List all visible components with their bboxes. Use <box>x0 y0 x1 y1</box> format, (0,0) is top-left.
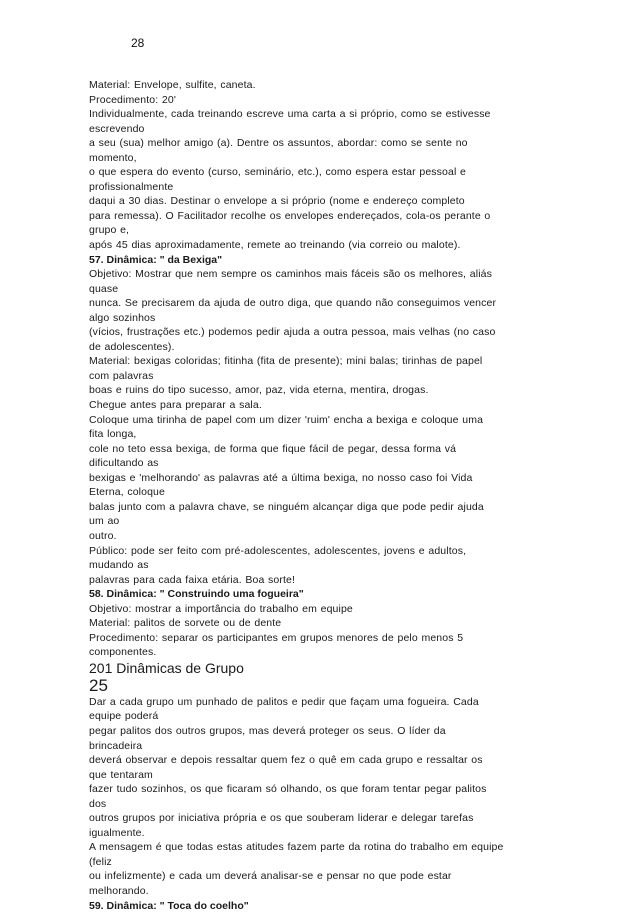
text-line: brincadeira <box>89 739 143 752</box>
text-line: Procedimento: 20' <box>89 93 176 106</box>
section-title: 59. Dinâmica: " Toca do coelho" <box>89 899 249 912</box>
text-line: daqui a 30 dias. Destinar o envelope a si próprio (nome e endereço completo <box>89 195 465 208</box>
text-line: pegar palitos dos outros grupos, mas deverá proteger os seus. O líder da <box>89 724 446 737</box>
text-line: quase <box>89 282 119 295</box>
text-line: (vícios, frustrações etc.) podemos pedir ajuda a outra pessoa, mais velhas (no caso <box>89 326 496 339</box>
document-body <box>89 78 559 913</box>
text-line: grupo e, <box>89 224 130 237</box>
section-title: 58. Dinâmica: " Construindo uma fogueira" <box>89 588 304 601</box>
text-line: Coloque uma tirinha de papel com um dizer 'ruim' encha a bexiga e coloque uma <box>89 413 484 426</box>
text-line: que tentaram <box>89 768 153 781</box>
text-line: nunca. Se precisarem da ajuda de outro diga, que quando não conseguimos vencer <box>89 297 497 310</box>
text-line: A mensagem é que todas estas atitudes fazem parte da rotina do trabalho em equipe <box>89 841 504 854</box>
text-line: equipe poderá <box>89 710 159 723</box>
text-line: a seu (sua) melhor amigo (a). Dentre os assuntos, abordar: como se sente no <box>89 137 468 150</box>
book-title-header: 201 Dinâmicas de Grupo <box>89 659 244 676</box>
text-line: componentes. <box>89 646 157 659</box>
text-line: bexigas e 'melhorando' as palavras até a última bexiga, no nosso caso foi Vida <box>89 471 473 484</box>
text-line: Procedimento: separar os participantes em grupos menores de pelo menos 5 <box>89 631 464 644</box>
text-line: Objetivo: mostrar a importância do trabalho em equipe <box>89 602 353 615</box>
text-line: igualmente. <box>89 826 145 839</box>
text-line: com palavras <box>89 369 154 382</box>
text-line: Público: pode ser feito com pré-adolescentes, adolescentes, jovens e adultos, <box>89 544 467 557</box>
text-line: Objetivo: Mostrar que nem sempre os caminhos mais fáceis são os melhores, aliás <box>89 268 493 281</box>
text-line: cole no teto essa bexiga, de forma que fique fácil de pegar, dessa forma vá <box>89 442 457 455</box>
text-line: profissionalmente <box>89 180 174 193</box>
text-line: um ao <box>89 515 120 528</box>
text-line: fita longa, <box>89 428 137 441</box>
section-title: 57. Dinâmica: " da Bexiga" <box>89 253 223 266</box>
text-line: Material: palitos de sorvete ou de dente <box>89 617 282 630</box>
text-line: momento, <box>89 151 137 164</box>
text-line: fazer tudo sozinhos, os que ficaram só olhando, os que foram tentar pegar palitos <box>89 783 487 796</box>
text-line: após 45 dias aproximadamente, remete ao treinando (via correio ou malote). <box>89 239 461 252</box>
text-line: Eterna, coloque <box>89 486 165 499</box>
text-line: o que espera do evento (curso, seminário, etc.), como espera estar pessoal e <box>89 166 467 179</box>
text-line: boas e ruins do tipo sucesso, amor, paz, vida eterna, mentira, drogas. <box>89 384 429 397</box>
text-line: algo sozinhos <box>89 311 156 324</box>
text-line: Chegue antes para preparar a sala. <box>89 399 262 412</box>
text-line: de adolescentes). <box>89 340 175 353</box>
book-page-number: 25 <box>89 675 108 695</box>
text-line: palavras para cada faixa etária. Boa sorte! <box>89 573 296 586</box>
text-line: deverá observar e depois ressaltar quem fez o quê em cada grupo e ressaltar os <box>89 754 483 767</box>
text-line: mudando as <box>89 559 149 572</box>
text-line: dificultando as <box>89 457 159 470</box>
text-line: balas junto com a palavra chave, se ninguém alcançar diga que pode pedir ajuda <box>89 500 484 513</box>
text-line: escrevendo <box>89 122 145 135</box>
text-line: Dar a cada grupo um punhado de palitos e pedir que façam uma fogueira. Cada <box>89 695 479 708</box>
text-line: melhorando. <box>89 884 149 897</box>
page-number: 28 <box>131 36 145 50</box>
text-line: dos <box>89 797 107 810</box>
text-line: Material: bexigas coloridas; fitinha (fita de presente); mini balas; tirinhas de papel <box>89 355 483 368</box>
text-line: ou infelizmente) e cada um deverá analisar-se e pensar no que pode estar <box>89 870 452 883</box>
text-line: Individualmente, cada treinando escreve uma carta a si próprio, como se estivesse <box>89 108 491 121</box>
text-line: (feliz <box>89 855 112 868</box>
text-line: Material: Envelope, sulfite, caneta. <box>89 79 256 91</box>
text-line: para remessa). O Facilitador recolhe os envelopes endereçados, cola-os perante o <box>89 209 491 222</box>
text-line: outros grupos por iniciativa própria e os que souberam liderar e delegar tarefas <box>89 812 474 825</box>
text-line: outro. <box>89 529 117 542</box>
